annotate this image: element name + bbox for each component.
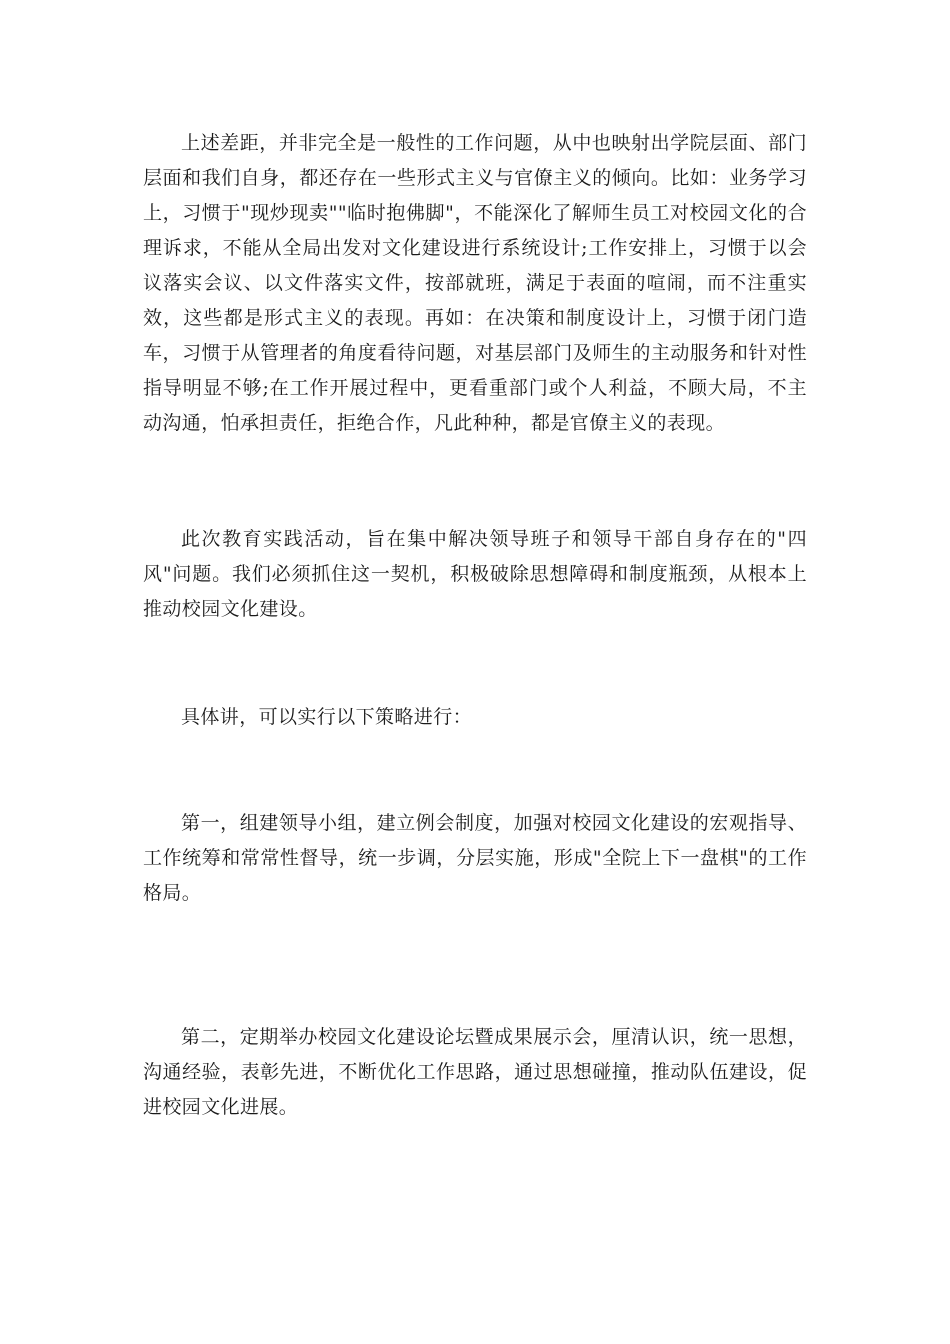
paragraph-strategy-second: 第二，定期举办校园文化建设论坛暨成果展示会，厘清认识，统一思想，沟通经验，表彰先进，不断优化工作思路，通过思想碰撞，推动队伍建设，促进校园文化进展。 [143,1026,807,1118]
paragraph-education-practice: 此次教育实践活动，旨在集中解决领导班子和领导干部自身存在的"四风"问题。我们必须抓住这一契机，积极破除思想障碍和制度瓶颈，从根本上推动校园文化建设。 [143,528,807,620]
paragraph-bureaucratism-issues: 上述差距，并非完全是一般性的工作问题，从中也映射出学院层面、部门层面和我们自身，都还存在一些形式主义与官僚主义的倾向。比如：业务学习上，习惯于"现炒现卖""临时抱佛脚"，不能深化了解师生员工对校园文化的合理诉求，不能从全局出发对文化建设进行系统设计;工作安排上，习惯于以会议落实会议、以文件落实文件，按部就班，满足于表面的喧闹，而不注重实效，这些都是形式主义的表现。再如：在决策和制度设计上，习惯于闭门造车，习惯于从管理者的角度看待问题，对基层部门及师生的主动服务和针对性指导明显不够;在工作开展过程中，更看重部门或个人利益，不顾大局，不主动沟通，怕承担责任，拒绝合作，凡此种种，都是官僚主义的表现。 [143,132,807,434]
paragraph-strategy-first: 第一，组建领导小组，建立例会制度，加强对校园文化建设的宏观指导、工作统筹和常常性督导，统一步调，分层实施，形成"全院上下一盘棋"的工作格局。 [143,812,807,904]
paragraph-strategies-intro: 具体讲，可以实行以下策略进行： [181,706,473,728]
